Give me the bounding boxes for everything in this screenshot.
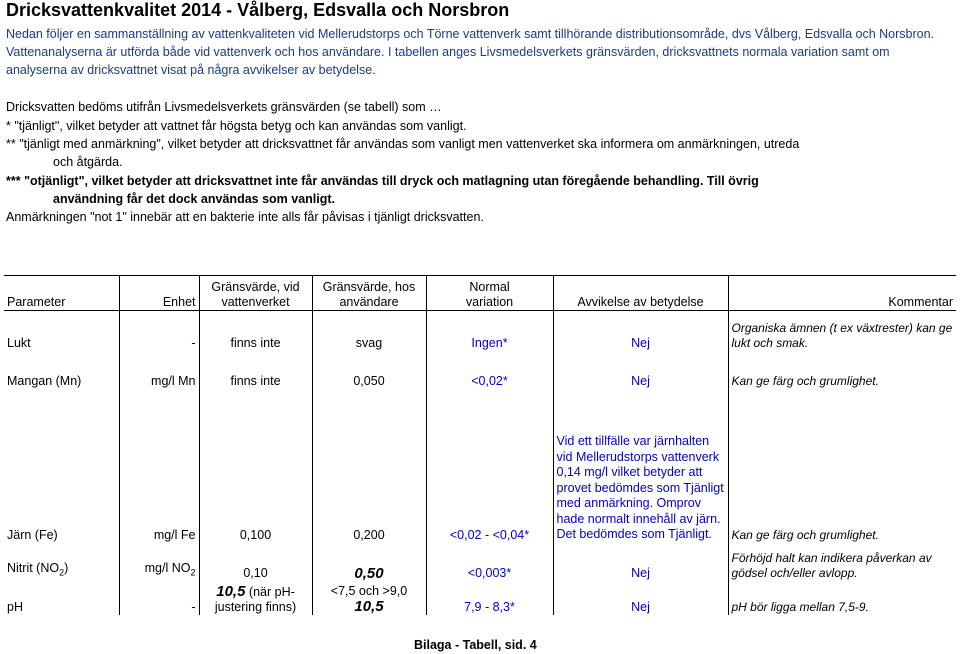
intro-text-2: I tabellen anges Livsmedelsverkets gränsvärden, dricksvattnets normala variation samt om analyserna av dricksvattnet visat på några avvikelser av betydelse. bbox=[6, 45, 890, 77]
cell-deviation: Nej bbox=[553, 543, 728, 581]
table-row bbox=[4, 311, 956, 351]
header-comment: Kommentar bbox=[728, 276, 956, 311]
header-deviation: Avvikelse av betydelse bbox=[553, 276, 728, 311]
cell-comment: pH bör ligga mellan 7,5-9. bbox=[731, 599, 869, 614]
cell-normal: Ingen* bbox=[426, 311, 553, 351]
table-row bbox=[4, 543, 956, 581]
header-parameter: Parameter bbox=[4, 276, 119, 311]
cell-unit: mg/l Fe bbox=[119, 389, 199, 543]
cell-deviation: Nej bbox=[553, 581, 728, 615]
cell-limit-user: <7,5 och >9,0 10,5 bbox=[312, 581, 426, 615]
cell-parameter: Järn (Fe) bbox=[4, 389, 119, 543]
assessment-star1: * "tjänligt", vilket betyder att vattnet får högsta betyg och kan användas som vanligt. bbox=[6, 119, 467, 133]
cell-parameter: pH bbox=[4, 581, 119, 615]
cell-limit-plant: 10,5 (när pH- justering finns) bbox=[199, 581, 312, 615]
assessment-lead: Dricksvatten bedöms utifrån Livsmedelsverkets gränsvärden (se tabell) som … bbox=[6, 100, 442, 114]
table-header-row bbox=[4, 276, 956, 311]
cell-comment: Organiska ämnen (t ex växtrester) kan ge lukt och smak. bbox=[731, 320, 953, 350]
intro-text-1: Nedan följer en sammanställning av vattenkvaliteten vid Mellerudstorps och Törne vattenverk samt tillhörande distributionsområde, dvs Vålberg, Edsvalla och Norsbron. Vattenanalyserna är utförda både vid vattenverk och hos användare. bbox=[6, 27, 935, 59]
header-normal: Normal variation bbox=[426, 276, 553, 311]
cell-normal: <0,003* bbox=[426, 543, 553, 581]
cell-unit: mg/l $NO_2$ bbox=[119, 543, 199, 581]
page-footer: Bilaga - Tabell, sid. 4 bbox=[414, 638, 537, 652]
water-quality-table bbox=[4, 275, 956, 615]
cell-comment: Kan ge färg och grumlighet. bbox=[731, 373, 879, 388]
assessment-star2-cont: och åtgärda. bbox=[53, 155, 123, 169]
assessment-star3-cont: användning får det dock användas som vanligt. bbox=[53, 192, 336, 206]
table-row bbox=[4, 581, 956, 615]
table-row bbox=[4, 351, 956, 389]
cell-limit-user: 0,050 bbox=[312, 351, 426, 389]
cell-limit-plant: finns inte bbox=[199, 311, 312, 351]
page-title: Dricksvattenkvalitet 2014 - Vålberg, Edsvalla och Norsbron bbox=[6, 0, 510, 20]
cell-limit-user: 0,50 bbox=[312, 543, 426, 581]
cell-limit-user: svag bbox=[312, 311, 426, 351]
cell-deviation: Nej bbox=[553, 351, 728, 389]
cell-normal: <0,02 - <0,04* bbox=[426, 389, 553, 543]
table-row bbox=[4, 389, 956, 543]
assessment-star2: ** "tjänligt med anmärkning", vilket betyder att dricksvattnet får användas som vanligt men vattenverket ska informera om anmärkningen, utreda bbox=[6, 137, 800, 151]
cell-normal: 7,9 - 8,3* bbox=[426, 581, 553, 615]
cell-unit: - bbox=[119, 311, 199, 351]
cell-limit-user: 0,200 bbox=[312, 389, 426, 543]
assessment-note: Anmärkningen "not 1" innebär att en bakterie inte alls får påvisas i tjänligt dricksvatten. bbox=[6, 210, 484, 224]
cell-normal: <0,02* bbox=[426, 351, 553, 389]
cell-comment: Förhöjd halt kan indikera påverkan av gödsel och/eller avlopp. bbox=[731, 550, 932, 580]
cell-deviation: Nej bbox=[553, 311, 728, 351]
header-unit: Enhet bbox=[119, 276, 199, 311]
cell-limit-plant: 0,100 bbox=[199, 389, 312, 543]
cell-limit-plant: finns inte bbox=[199, 351, 312, 389]
cell-parameter: Lukt bbox=[4, 311, 119, 351]
cell-parameter: Nitrit $(NO_2)$ bbox=[4, 543, 119, 581]
cell-unit: mg/l Mn bbox=[119, 351, 199, 389]
assessment-star3: *** "otjänligt", vilket betyder att dricksvattnet inte får användas till dryck och matlagning utan föregående behandling. Till övrig bbox=[6, 174, 759, 188]
cell-comment: Kan ge färg och grumlighet. bbox=[731, 527, 879, 542]
cell-deviation: Vid ett tillfälle var järnhalten vid Mellerudstorps vattenverk 0,14 mg/l vilket betyder att provet bedömdes som Tjänligt med anmärkning. Omprov hade normalt innehåll av järn. Det bedömdes som Tjänligt. bbox=[553, 389, 728, 543]
header-limit-user: Gränsvärde, hos användare bbox=[312, 276, 426, 311]
header-limit-plant: Gränsvärde, vid vattenverket bbox=[199, 276, 312, 311]
intro-paragraph bbox=[6, 25, 951, 79]
cell-limit-plant: 0,10 bbox=[199, 543, 312, 581]
cell-parameter: Mangan (Mn) bbox=[4, 351, 119, 389]
cell-unit: - bbox=[119, 581, 199, 615]
